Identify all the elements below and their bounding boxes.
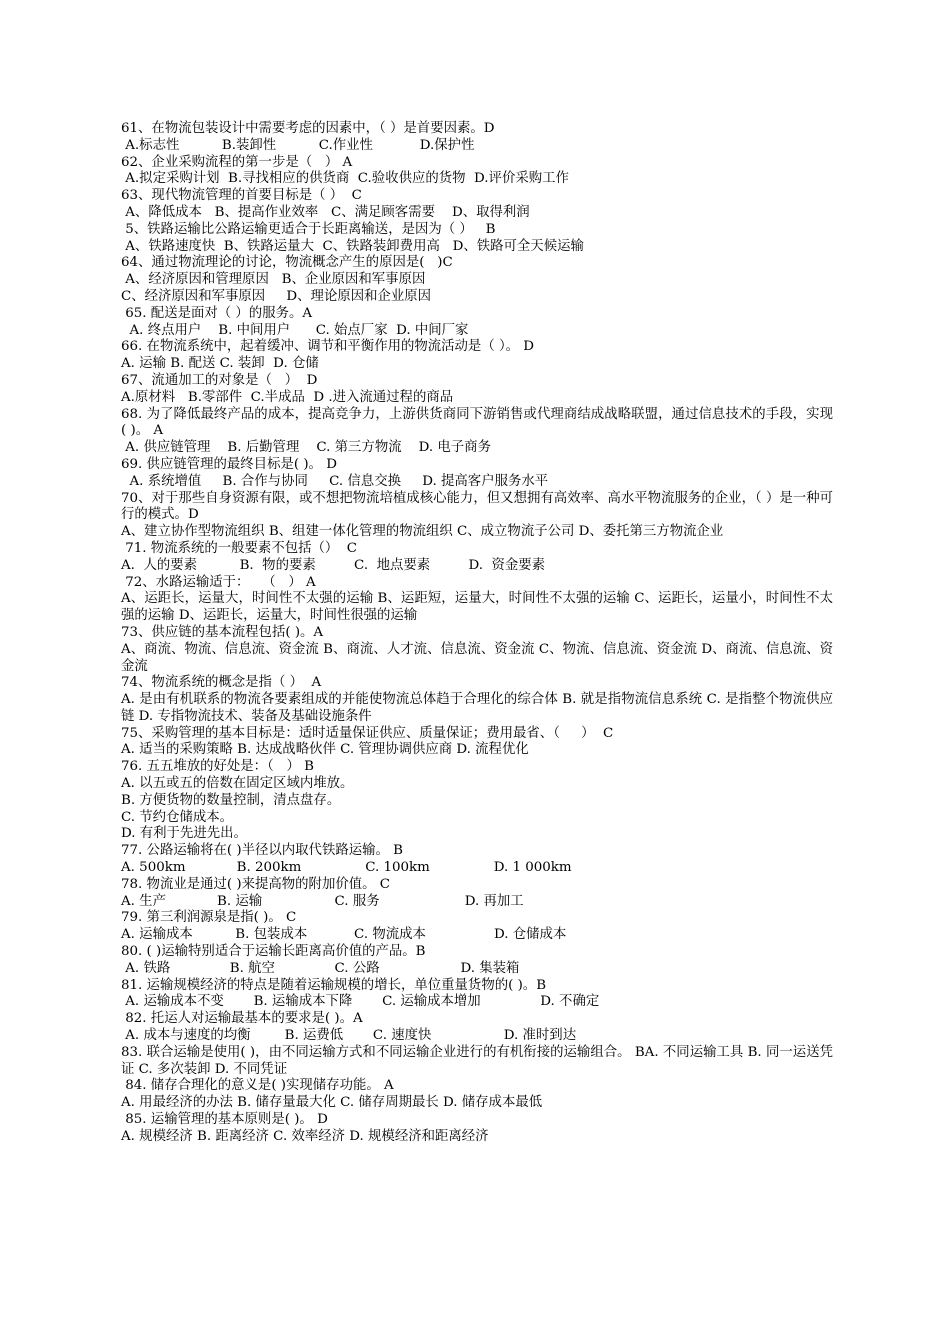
- text-line: A. 规模经济 B. 距离经济 C. 效率经济 D. 规模经济和距离经济: [121, 1128, 489, 1144]
- text-line: 73、供应链的基本流程包括( )。A: [121, 624, 324, 640]
- text-line: 76. 五五堆放的好处是：（ ） B: [121, 759, 315, 775]
- text-line: 77. 公路运输将在( )半径以内取代铁路运输。 B: [121, 843, 403, 859]
- text-line: A. 系统增值 B. 合作与协同 C. 信息交换 D. 提高客户服务水平: [121, 473, 549, 489]
- text-line: A. 生产 B. 运输 C. 服务 D. 再加工: [121, 893, 524, 909]
- text-line: 78. 物流业是通过( )来提高物的附加价值。 C: [121, 876, 391, 892]
- text-line: A. 以五或五的倍数在固定区域内堆放。: [121, 776, 354, 792]
- text-line: 85. 运输管理的基本原则是( )。 D: [121, 1112, 328, 1128]
- text-line: 72、水路运输适于： （ ） A: [121, 574, 316, 590]
- question-list: [121, 121, 833, 1146]
- text-line: B. 方便货物的数量控制，清点盘存。: [121, 792, 341, 808]
- text-line: A.标志性 B.装卸性 C.作业性 D.保护性: [121, 137, 475, 153]
- text-line: A. 终点用户 B. 中间用户 C. 始点厂家 D. 中间厂家: [121, 322, 469, 338]
- text-line: 71. 物流系统的一般要素不包括（） C: [121, 540, 358, 556]
- text-line: 83. 联合运输是使用( )，由不同运输方式和不同运输企业进行的有机衔接的运输组合。 BA. 不同运输工具 B. 同一运送凭证 C. 多次装卸 D. 不同凭证: [121, 1044, 833, 1077]
- text-line: C. 节约仓储成本。: [121, 809, 234, 825]
- text-line: A. 人的要素 B. 物的要素 C. 地点要素 D. 资金要素: [121, 557, 546, 573]
- text-line: 63、现代物流管理的首要目标是（ ） C: [121, 188, 362, 204]
- text-line: A. 供应链管理 B. 后勤管理 C. 第三方物流 D. 电子商务: [121, 440, 491, 456]
- text-line: A. 500km B. 200km C. 100km D. 1 000km: [121, 860, 572, 876]
- text-line: A. 是由有机联系的物流各要素组成的并能使物流总体趋于合理化的综合体 B. 就是指物流信息系统 C. 是指整个物流供应链 D. 专指物流技术、装备及基础设施条件: [121, 692, 833, 724]
- text-line: A、商流、物流、信息流、资金流 B、商流、人才流、信息流、资金流 C、物流、信息流、资金流 D、商流、信息流、资金流: [121, 641, 833, 674]
- text-line: A.原材料 B.零部件 C.半成品 D .进入流通过程的商品: [121, 389, 454, 405]
- text-line: 70、对于那些自身资源有限，或不想把物流培植成核心能力，但又想拥有高效率、高水平物流服务的企业，（ ）是一种可行的模式。D: [121, 490, 833, 523]
- text-line: 69. 供应链管理的最终目标是( )。 D: [121, 456, 337, 472]
- text-line: 65. 配送是面对（ ）的服务。A: [121, 305, 313, 321]
- text-line: 64、通过物流理论的讨论，物流概念产生的原因是( )C: [121, 255, 453, 271]
- text-line: 61、在物流包装设计中需要考虑的因素中，（ ）是首要因素。D: [121, 121, 495, 136]
- text-line: A. 运输成本不变 B. 运输成本下降 C. 运输成本增加 D. 不确定: [121, 994, 600, 1010]
- text-line: 74、物流系统的概念是指（ ） A: [121, 675, 322, 691]
- text-line: 84. 储存合理化的意义是( )实现储存功能。 A: [121, 1078, 394, 1094]
- text-line: 79. 第三利润源泉是指( )。 C: [121, 910, 297, 926]
- text-line: A. 适当的采购策略 B. 达成战略伙伴 C. 管理协调供应商 D. 流程优化: [121, 742, 529, 758]
- text-line: A.拟定采购计划 B.寻找相应的供货商 C.验收供应的货物 D.评价采购工作: [121, 171, 569, 187]
- text-line: 75、采购管理的基本目标是：适时适量保证供应、质量保证；费用最省、（ ） C: [121, 725, 614, 741]
- text-line: A. 铁路 B. 航空 C. 公路 D. 集装箱: [121, 960, 520, 976]
- text-line: 5、铁路运输比公路运输更适合于长距离输送，是因为（ ） B: [121, 221, 496, 237]
- text-line: A、经济原因和管理原因 B、企业原因和军事原因: [121, 272, 426, 288]
- text-line: 68. 为了降低最终产品的成本，提高竞争力，上游供货商同下游销售或代理商结成战略联盟，通过信息技术的手段，实现( )。 A: [121, 406, 833, 439]
- text-line: A、铁路速度快 B、铁路运量大 C、铁路装卸费用高 D、铁路可全天候运输: [121, 238, 584, 254]
- text-line: A、建立协作型物流组织 B、组建一体化管理的物流组织 C、成立物流子公司 D、委托第三方物流企业: [121, 524, 724, 540]
- text-line: A. 用最经济的办法 B. 储存量最大化 C. 储存周期最长 D. 储存成本最低: [121, 1095, 543, 1111]
- text-line: A、运距长，运量大，时间性不太强的运输 B、运距短，运量大，时间性不太强的运输 C、运距长，运量小，时间性不太强的运输 D、运距长，运量大，时间性很强的运输: [121, 591, 833, 624]
- text-line: A、降低成本 B、提高作业效率 C、满足顾客需要 D、取得利润: [121, 204, 530, 220]
- text-line: 67、流通加工的对象是（ ） D: [121, 372, 318, 388]
- text-line: 66. 在物流系统中，起着缓冲、调节和平衡作用的物流活动是（ ）。 D: [121, 339, 535, 355]
- text-line: A. 运输成本 B. 包装成本 C. 物流成本 D. 仓储成本: [121, 927, 567, 943]
- text-line: A. 成本与速度的均衡 B. 运费低 C. 速度快 D. 准时到达: [121, 1028, 577, 1044]
- text-line: 80. ( )运输特别适合于运输长距离高价值的产品。B: [121, 944, 426, 960]
- text-line: A. 运输 B. 配送 C. 装卸 D. 仓储: [121, 356, 319, 372]
- text-line: C、经济原因和军事原因 D、理论原因和企业原因: [121, 288, 432, 304]
- text-line: 81. 运输规模经济的特点是随着运输规模的增长，单位重量货物的( )。B: [121, 977, 547, 993]
- text-line: 82. 托运人对运输最基本的要求是( )。A: [121, 1011, 363, 1027]
- text-line: 62、企业采购流程的第一步是（ ） A: [121, 154, 353, 170]
- text-line: D. 有利于先进先出。: [121, 826, 247, 842]
